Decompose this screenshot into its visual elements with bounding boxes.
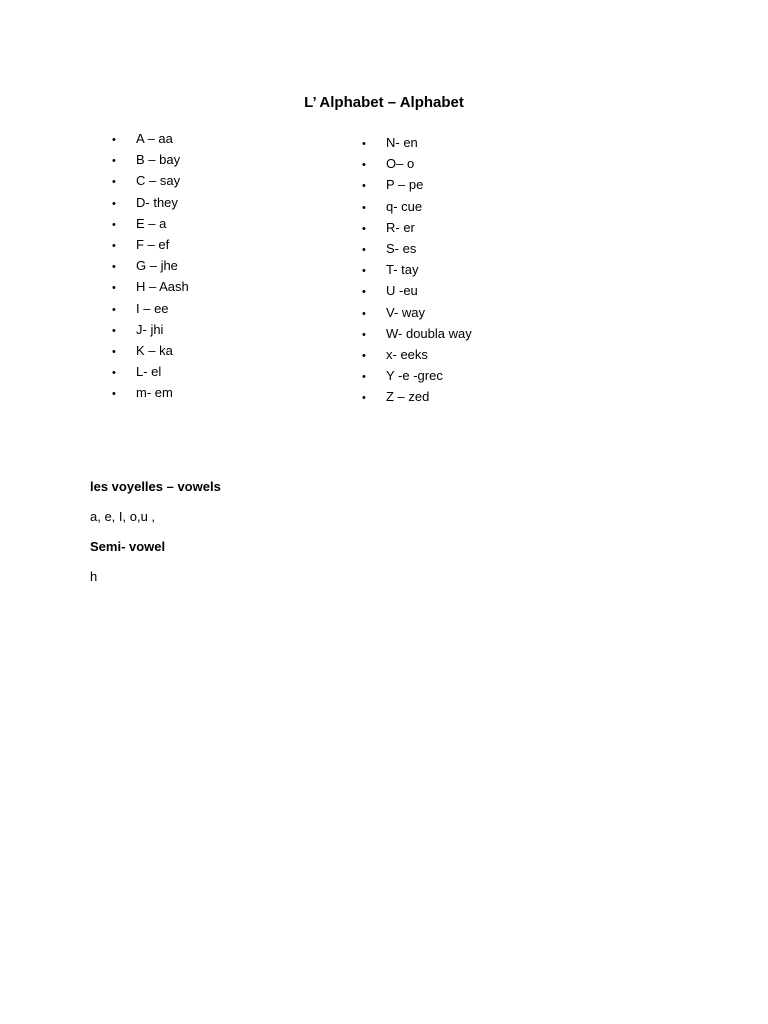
bullet-icon: • — [362, 201, 366, 214]
semi-vowel-text: h — [90, 569, 98, 584]
list-item — [360, 323, 472, 344]
bullet-icon: • — [362, 349, 366, 362]
list-item-text: q- cue — [386, 198, 423, 214]
bullet-icon: • — [362, 222, 366, 235]
list-item — [110, 276, 189, 297]
list-item — [360, 344, 472, 365]
bullet-icon: • — [362, 159, 366, 172]
list-item — [110, 361, 189, 382]
list-item-text: K – ka — [136, 342, 173, 358]
alphabet-list-left — [110, 128, 189, 403]
list-item-text: W- doubla way — [386, 325, 472, 341]
vowels-heading: les voyelles – vowels — [90, 479, 221, 494]
list-item — [110, 340, 189, 361]
list-item-text: J- jhi — [136, 321, 164, 337]
bullet-icon: • — [112, 345, 116, 358]
list-item-text: L- el — [136, 364, 162, 380]
list-item-text: S- es — [386, 240, 417, 256]
list-item-text: G – jhe — [136, 258, 178, 274]
list-item-text: A – aa — [136, 131, 173, 146]
alphabet-list-right — [360, 132, 472, 407]
bullet-icon: • — [362, 328, 366, 341]
bullet-icon: • — [112, 218, 116, 231]
list-item — [360, 132, 472, 153]
list-item-text: U -eu — [386, 283, 418, 299]
list-item — [360, 153, 472, 174]
list-item-text: I – ee — [136, 300, 169, 316]
list-item — [110, 128, 189, 149]
list-item-text: R- er — [386, 219, 415, 235]
list-item — [360, 302, 472, 323]
bullet-icon: • — [362, 138, 366, 150]
list-item-text: T- tay — [386, 262, 419, 278]
list-item — [360, 386, 472, 407]
list-item-text: H – Aash — [136, 279, 189, 295]
bullet-icon: • — [362, 371, 366, 384]
list-item — [360, 196, 472, 217]
list-item — [110, 255, 189, 276]
page-title: L’ Alphabet – Alphabet — [304, 94, 464, 111]
list-item — [110, 298, 189, 319]
list-item-text: N- en — [386, 135, 418, 150]
list-item-text: C – say — [136, 173, 181, 189]
bullet-icon: • — [112, 176, 116, 189]
semi-vowel-heading: Semi- vowel — [90, 539, 166, 554]
list-item — [110, 234, 189, 255]
list-item-text: O– o — [386, 156, 415, 172]
list-item-text: P – pe — [386, 177, 424, 193]
bullet-icon: • — [112, 324, 116, 337]
list-item — [360, 259, 472, 280]
bullet-icon: • — [362, 286, 366, 299]
list-item — [110, 319, 189, 340]
bullet-icon: • — [112, 303, 116, 316]
list-item — [110, 192, 189, 213]
bullet-icon: • — [112, 197, 116, 210]
list-item — [110, 213, 189, 234]
bullet-icon: • — [362, 243, 366, 256]
list-item-text: D- they — [136, 194, 178, 210]
list-item-text: m- em — [136, 385, 173, 401]
list-item — [360, 365, 472, 386]
vowels-text: a, e, I, o,u , — [90, 509, 156, 524]
bullet-icon: • — [362, 307, 366, 320]
bullet-icon: • — [112, 134, 116, 146]
bullet-icon: • — [112, 239, 116, 252]
list-item-text: F – ef — [136, 236, 170, 252]
list-item — [110, 170, 189, 191]
list-item — [360, 217, 472, 238]
list-item-text: B – bay — [136, 152, 181, 168]
bullet-icon: • — [112, 155, 116, 168]
list-item — [110, 149, 189, 170]
list-item-text: V- way — [386, 304, 426, 320]
bullet-icon: • — [112, 367, 116, 380]
bullet-icon: • — [112, 282, 116, 295]
list-item-text: Y -e -grec — [386, 368, 443, 384]
bullet-icon: • — [362, 180, 366, 193]
bullet-icon: • — [112, 388, 116, 401]
list-item-text: Z – zed — [386, 389, 430, 405]
list-item — [360, 280, 472, 301]
bullet-icon: • — [362, 392, 366, 405]
list-item — [360, 238, 472, 259]
list-item-text: x- eeks — [386, 346, 428, 362]
bullet-icon: • — [112, 261, 116, 274]
bullet-icon: • — [362, 265, 366, 278]
list-item — [110, 382, 189, 403]
list-item-text: E – a — [136, 215, 167, 231]
list-item — [360, 174, 472, 195]
